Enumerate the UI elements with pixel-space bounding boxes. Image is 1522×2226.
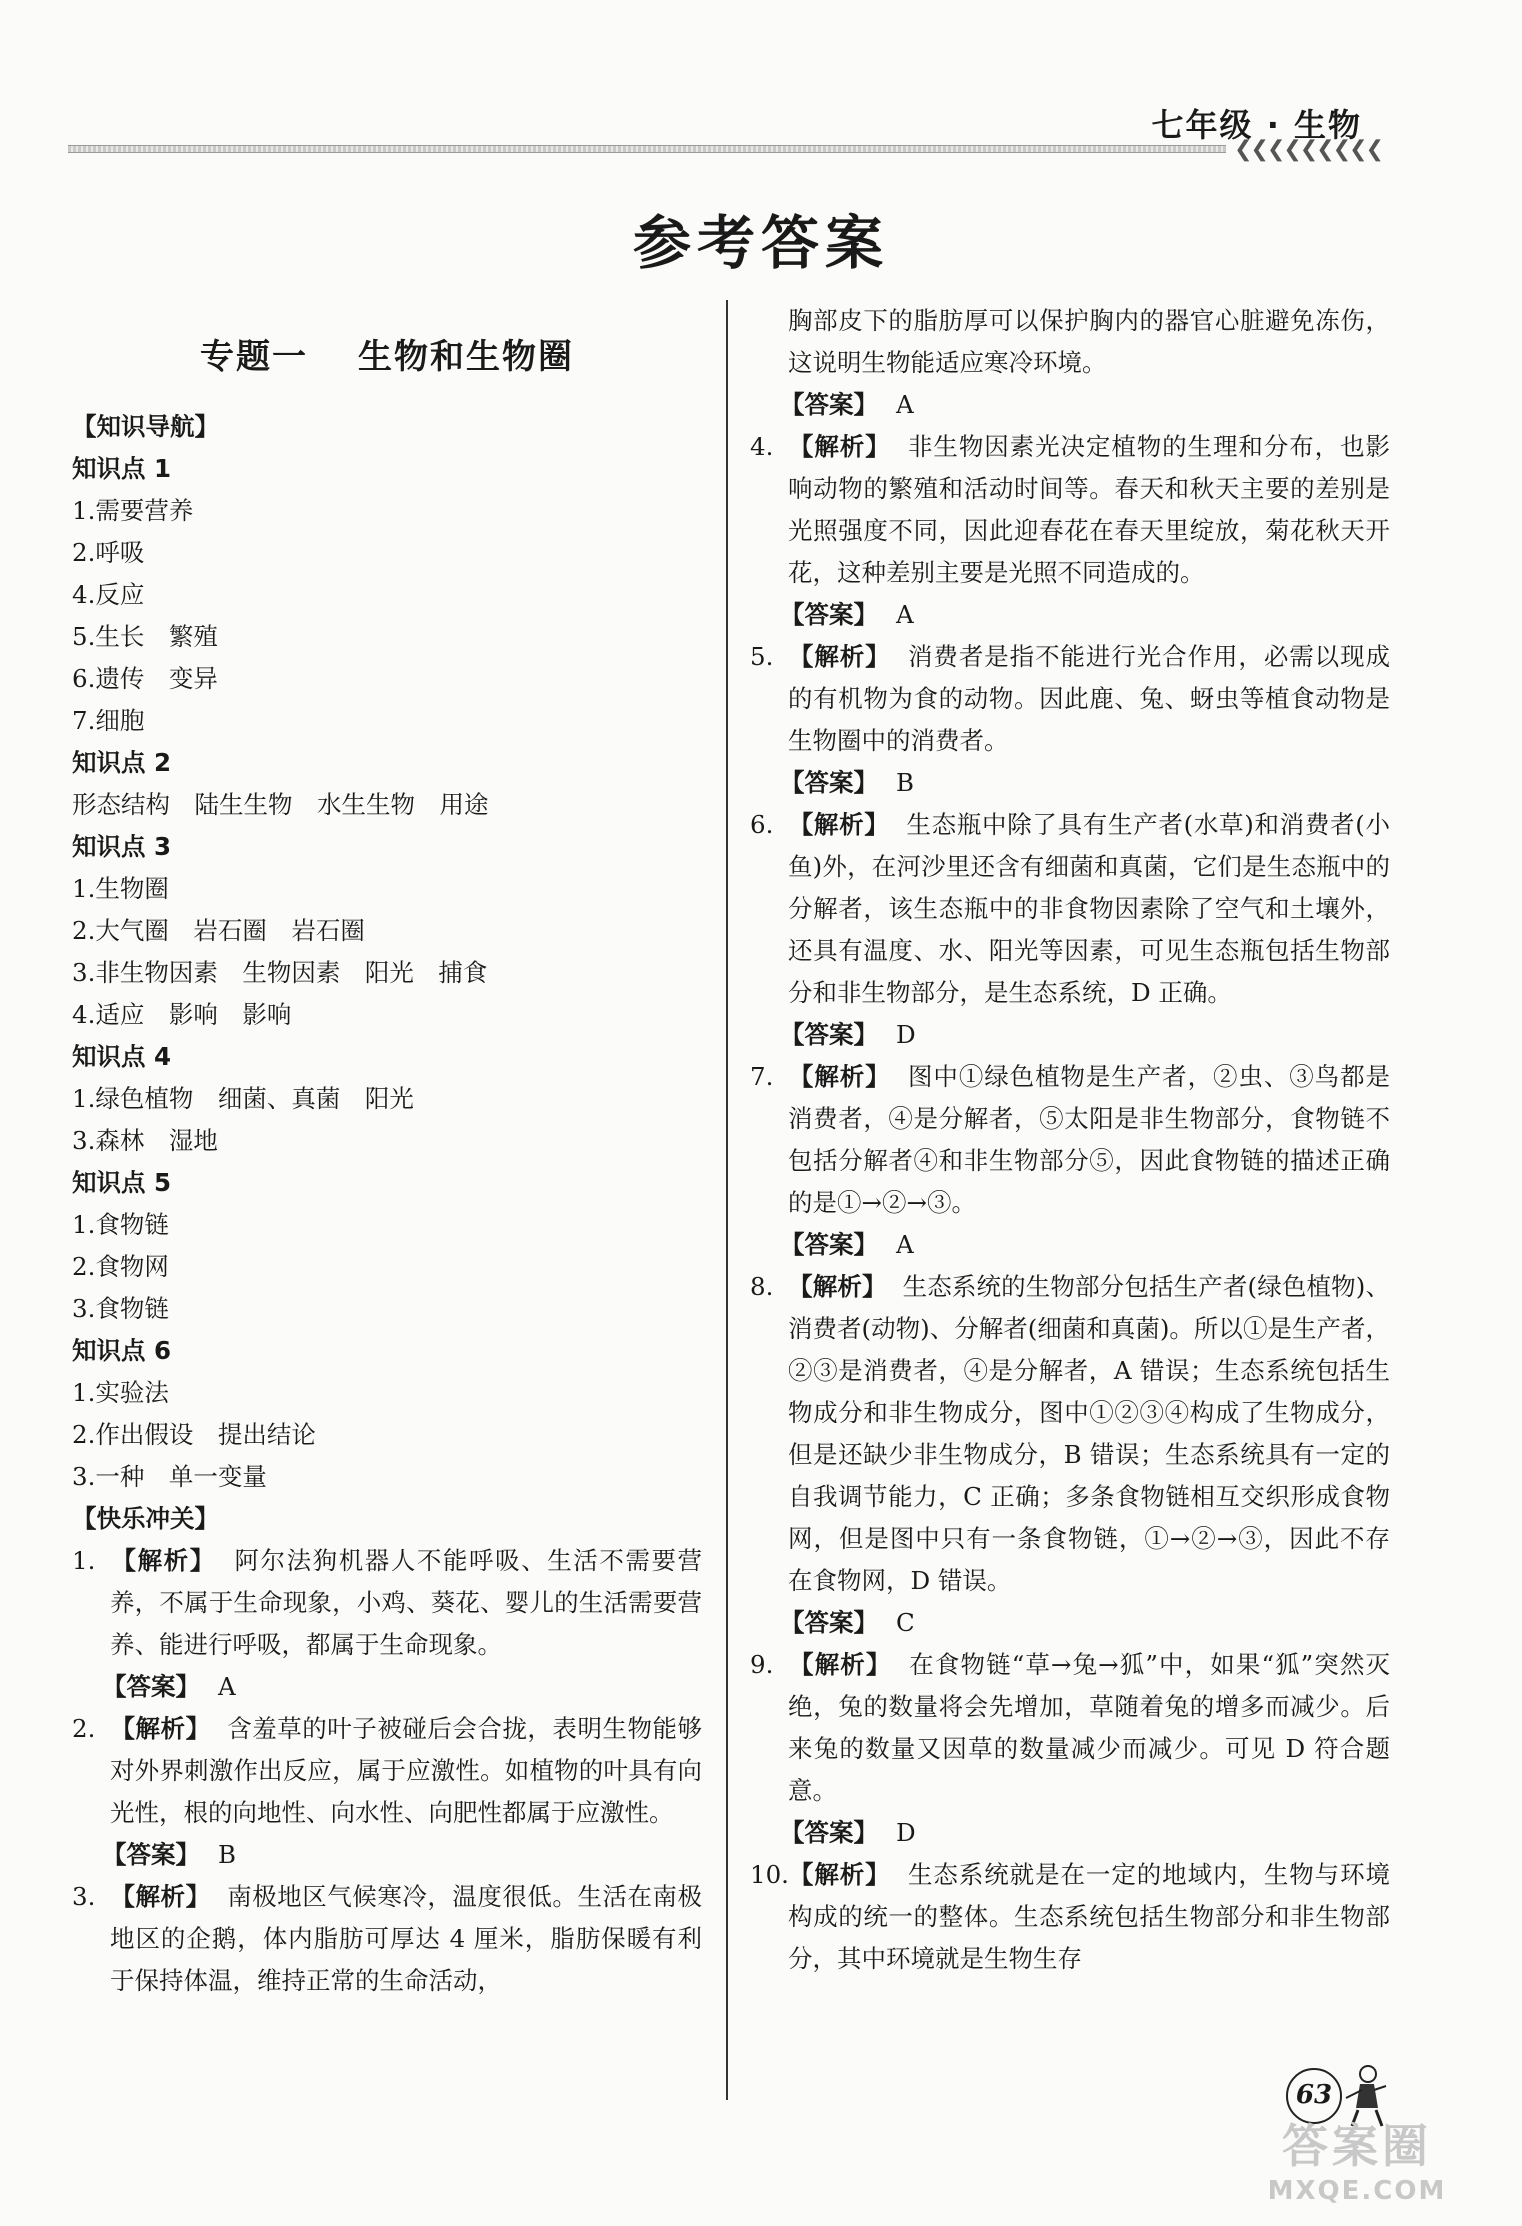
analysis-tag: 【解析】 [788, 642, 891, 671]
answer-value: A [896, 1230, 914, 1259]
answer-tag: 【答案】 [780, 390, 878, 419]
page-title: 参考答案 [632, 209, 889, 277]
watermark-url: MXQE.COM [1267, 2176, 1447, 2206]
analysis-text: 含羞草的叶子被碰后会合拢，表明生物能够对外界刺激作出反应，属于应激性。如植物的叶具有向光性，根的向地性、向水性、向肥性都属于应激性。 [110, 1714, 703, 1827]
analysis-tag: 【解析】 [788, 1860, 891, 1889]
subject-name: 生物和生物圈 [358, 337, 574, 377]
answer-item: 1.食物链 [72, 1210, 169, 1239]
question-number: 10. [750, 1860, 789, 1889]
answer-item: 2.呼吸 [72, 538, 145, 567]
answer-tag: 【答案】 [780, 1818, 878, 1847]
answer-tag: 【答案】 [780, 600, 878, 629]
question-analysis [750, 636, 1390, 762]
page-number: 63 [1286, 2068, 1342, 2124]
question-number: 1. [72, 1546, 96, 1575]
column-divider [726, 300, 728, 2100]
question-number: 8. [750, 1272, 774, 1301]
question-analysis [750, 1056, 1390, 1224]
answer-item: 2.作出假设 提出结论 [72, 1420, 316, 1449]
analysis-text: 在食物链“草→兔→狐”中，如果“狐”突然灭绝，兔的数量将会先增加，草随着兔的增多而减少。后来兔的数量又因草的数量减少而减少。可见 D 符合题意。 [788, 1650, 1391, 1805]
answer-value: D [896, 1020, 916, 1049]
section-heading: 【知识导航】 [72, 412, 219, 441]
answer-item: 3.一种 单一变量 [72, 1462, 267, 1491]
answer-line [750, 384, 1390, 426]
question-analysis [750, 1854, 1390, 1980]
knowledge-point-label: 知识点 3 [72, 832, 172, 861]
analysis-tag: 【解析】 [788, 810, 890, 839]
subject-number: 专题一 [200, 337, 308, 377]
answer-value: D [896, 1818, 916, 1847]
answer-line [750, 1812, 1390, 1854]
header-rule [68, 136, 1382, 162]
analysis-text: 生态瓶中除了具有生产者(水草)和消费者(小鱼)外，在河沙里还含有细菌和真菌，它们是生态瓶中的分解者，该生态瓶中的非食物因素除了空气和土壤外，还具有温度、水、阳光等因素，可见生态瓶包括生物部分和非生物部分，是生态系统，D 正确。 [788, 810, 1391, 1007]
question-analysis [72, 1540, 702, 1666]
question-number: 9. [750, 1650, 774, 1679]
subject-heading [72, 336, 702, 378]
answer-item: 1.需要营养 [72, 496, 194, 525]
watermark [1212, 2110, 1502, 2206]
question-analysis [72, 1876, 702, 2002]
answer-value: A [218, 1672, 236, 1701]
analysis-text: 图中①绿色植物是生产者，②虫、③鸟都是消费者，④是分解者，⑤太阳是非生物部分，食物链不包括分解者④和非生物部分⑤，因此食物链的描述正确的是①→②→③。 [788, 1062, 1391, 1217]
left-content [72, 406, 702, 2002]
answer-tag: 【答案】 [780, 768, 878, 797]
analysis-text: 生态系统就是在一定的地域内，生物与环境构成的统一的整体。生态系统包括生物部分和非生物部分，其中环境就是生物生存 [788, 1860, 1391, 1973]
analysis-text: 非生物因素光决定植物的生理和分布，也影响动物的繁殖和活动时间等。春天和秋天主要的差别是光照强度不同，因此迎春花在春天里绽放，菊花秋天开花，这种差别主要是光照不同造成的。 [788, 432, 1391, 587]
answer-line [750, 1014, 1390, 1056]
answer-line [750, 1602, 1390, 1644]
continued-text: 胸部皮下的脂肪厚可以保护胸内的器官心脏避免冻伤，这说明生物能适应寒冷环境。 [788, 306, 1390, 377]
answer-tag: 【答案】 [780, 1608, 878, 1637]
answer-item: 3.食物链 [72, 1294, 169, 1323]
right-content [750, 300, 1390, 1980]
answer-line [750, 762, 1390, 804]
answer-item: 4.反应 [72, 580, 145, 609]
right-column [750, 300, 1390, 1980]
analysis-tag: 【解析】 [788, 1062, 891, 1091]
knowledge-point-label: 知识点 1 [72, 454, 172, 483]
answer-value: C [896, 1608, 915, 1637]
rule-line [68, 145, 1226, 153]
answer-line [750, 1224, 1390, 1266]
knowledge-point-label: 知识点 4 [72, 1042, 172, 1071]
answer-item: 6.遗传 变异 [72, 664, 218, 693]
left-column [72, 300, 702, 2002]
answer-item: 4.适应 影响 影响 [72, 1000, 292, 1029]
answer-tag: 【答案】 [102, 1672, 200, 1701]
question-number: 3. [72, 1882, 96, 1911]
question-analysis [750, 1644, 1390, 1812]
question-analysis [750, 804, 1390, 1014]
answer-value: B [896, 768, 915, 797]
answer-item: 形态结构 陆生生物 水生生物 用途 [72, 790, 489, 819]
analysis-text: 生态系统的生物部分包括生产者(绿色植物)、消费者(动物)、分解者(细菌和真菌)。所以①是生产者，②③是消费者，④是分解者，A 错误；生态系统包括生物成分和非生物成分，图中①②③④构成了生物成分，但是还缺少非生物成分，B 错误；生态系统具有一定的自我调节能力，C 正确；多条食物链相互交织形成食物网，但是图中只有一条食物链，①→②→③，因此不存在食物网，D 错误。 [788, 1272, 1390, 1595]
question-number: 2. [72, 1714, 96, 1743]
analysis-tag: 【解析】 [788, 432, 891, 461]
knowledge-point-label: 知识点 6 [72, 1336, 172, 1365]
answer-item: 3.森林 湿地 [72, 1126, 218, 1155]
analysis-text: 消费者是指不能进行光合作用，必需以现成的有机物为食的动物。因此鹿、兔、蚜虫等植食动物是生物圈中的消费者。 [788, 642, 1391, 755]
section-heading: 【快乐冲关】 [72, 1504, 219, 1533]
answer-item: 2.食物网 [72, 1252, 169, 1281]
analysis-text: 南极地区气候寒冷，温度很低。生活在南极地区的企鹅，体内脂肪可厚达 4 厘米，脂肪保暖有利于保持体温，维持正常的生命活动， [110, 1882, 703, 1995]
answer-line [72, 1834, 702, 1876]
answer-item: 1.生物圈 [72, 874, 169, 903]
knowledge-point-label: 知识点 2 [72, 748, 172, 777]
question-analysis [72, 1708, 702, 1834]
question-number: 7. [750, 1062, 774, 1091]
question-number: 5. [750, 642, 774, 671]
answer-tag: 【答案】 [780, 1020, 878, 1049]
answer-item: 5.生长 繁殖 [72, 622, 218, 651]
knowledge-point-label: 知识点 5 [72, 1168, 172, 1197]
analysis-tag: 【解析】 [110, 1546, 216, 1575]
analysis-text: 阿尔法狗机器人不能呼吸、生活不需要营养，不属于生命现象，小鸡、葵花、婴儿的生活需要营养、能进行呼吸，都属于生命现象。 [110, 1546, 703, 1659]
answer-item: 3.非生物因素 生物因素 阳光 捕食 [72, 958, 488, 987]
analysis-tag: 【解析】 [110, 1882, 211, 1911]
answer-value: A [896, 390, 914, 419]
answer-line [72, 1666, 702, 1708]
chevron-left-icon: ❮❮❮❮❮❮❮❮❮ [1234, 136, 1382, 162]
analysis-tag: 【解析】 [788, 1272, 887, 1301]
answer-tag: 【答案】 [102, 1840, 200, 1869]
answer-value: A [896, 600, 914, 629]
answer-tag: 【答案】 [780, 1230, 878, 1259]
answer-item: 2.大气圈 岩石圈 岩石圈 [72, 916, 365, 945]
answer-value: B [218, 1840, 237, 1869]
question-analysis [750, 426, 1390, 594]
answer-item: 1.绿色植物 细菌、真菌 阳光 [72, 1084, 414, 1113]
header-title: 七年级 · 生物 [1151, 106, 1362, 144]
watermark-logo-text: 答案圈 [1282, 2119, 1432, 2173]
question-analysis [750, 1266, 1390, 1602]
answer-item: 1.实验法 [72, 1378, 169, 1407]
answer-line [750, 594, 1390, 636]
answer-item: 7.细胞 [72, 706, 145, 735]
question-number: 4. [750, 432, 774, 461]
question-number: 6. [750, 810, 774, 839]
analysis-tag: 【解析】 [110, 1714, 211, 1743]
analysis-tag: 【解析】 [788, 1650, 892, 1679]
